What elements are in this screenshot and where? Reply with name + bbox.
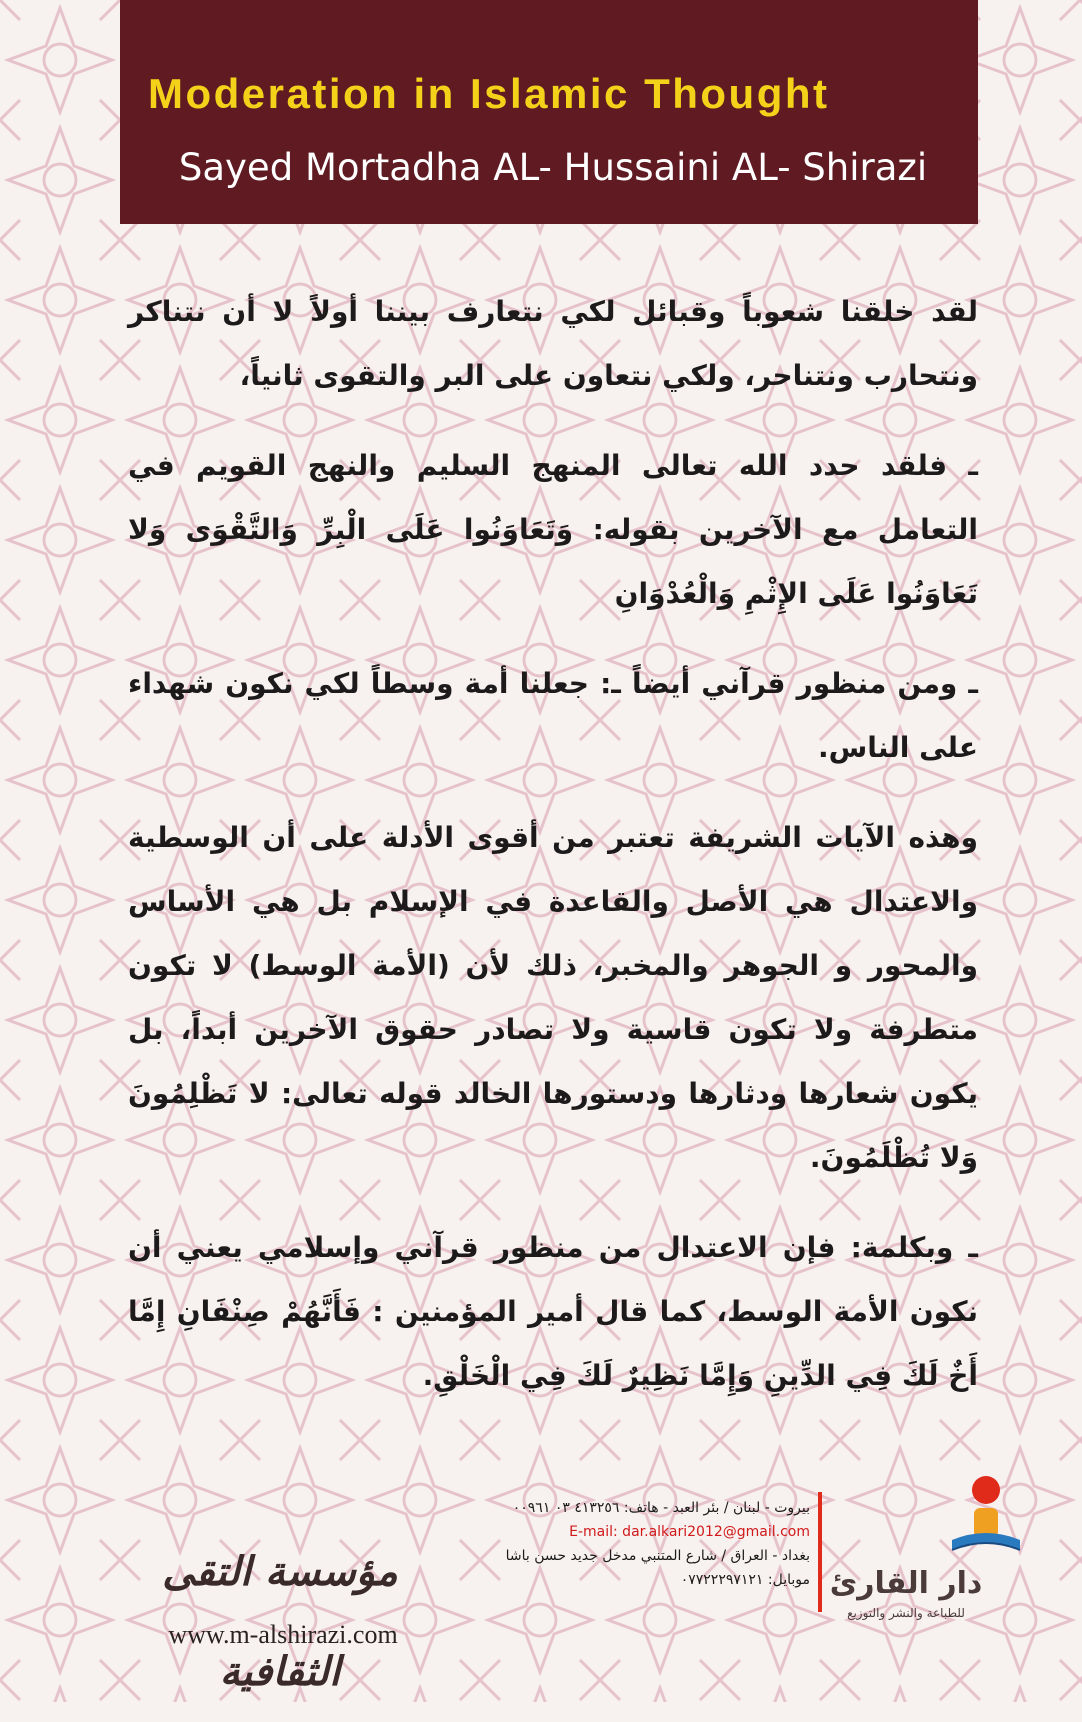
book-title: Moderation in Islamic Thought bbox=[148, 70, 830, 117]
foundation-logo: مؤسسة التقى الثقافية bbox=[162, 1548, 398, 1695]
paragraph: ـ وبكلمة: فإن الاعتدال من منظور قرآني وإسلامي يعني أن نكون الأمة الوسط، كما قال أمير المؤمنين : فَأَنَّهُمْ صِنْفَانِ إِمَّا أَخٌ لَكَ فِي الدِّينِ وَإِمَّا نَظِيرٌ لَكَ فِي الْخَلْقِ. bbox=[128, 1231, 978, 1392]
contact-mobile: موبايل: ٠٧٧٢٢٢٩٧١٢١ bbox=[680, 1572, 810, 1588]
divider bbox=[818, 1492, 822, 1612]
book-author: Sayed Mortadha AL- Hussaini AL- Shirazi bbox=[178, 146, 928, 189]
paragraph: ـ فلقد حدد الله تعالى المنهج السليم والنهج القويم في التعامل مع الآخرين بقوله: وَتَعَاوَنُوا عَلَى الْبِرِّ وَالتَّقْوَى وَلا تَعَاوَنُوا عَلَى الإِثْمِ وَالْعُدْوَانِ bbox=[128, 449, 978, 610]
contact-email: E-mail: dar.alkari2012@gmail.com bbox=[569, 1524, 810, 1540]
foundation-url: www.m-alshirazi.com bbox=[168, 1620, 398, 1649]
paragraph: لقد خلقنا شعوباً وقبائل لكي نتعارف بيننا أولاً لا أن نتناكر ونتحارب ونتناحر، ولكي نتعاون على البر والتقوى ثانياً، bbox=[128, 295, 978, 392]
publisher-contact bbox=[478, 1496, 810, 1592]
publisher-reader-icon bbox=[946, 1474, 1026, 1564]
back-cover-text bbox=[128, 280, 978, 1434]
contact-address-beirut: بيروت - لبنان / بئر العبد - هاتف: ٤١٣٢٥٦ ٠٣ ٠٠٩٦١ bbox=[512, 1500, 810, 1516]
publisher-tagline: للطباعة والنشر والتوزيع bbox=[847, 1606, 965, 1620]
footer bbox=[0, 1440, 1082, 1702]
paragraph: ـ ومن منظور قرآني أيضاً ـ: جعلنا أمة وسطاً لكي نكون شهداء على الناس. bbox=[128, 667, 978, 764]
publisher-name: دار القارئ bbox=[829, 1566, 983, 1601]
paragraph: وهذه الآيات الشريفة تعتبر من أقوى الأدلة على أن الوسطية والاعتدال هي الأصل والقاعدة في الإسلام بل هي الأساس والمحور و الجوهر والمخبر، ذلك لأن (الأمة الوسط) لا تكون متطرفة ولا تكون قاسية ولا تصادر حقوق الآخرين أبداً، بل يكون شعارها ودثارها ودستورها الخالد قوله تعالى: لا تَظْلِمُونَ وَلا تُظْلَمُونَ. bbox=[128, 821, 978, 1174]
title-band bbox=[120, 0, 978, 224]
publisher-logo bbox=[826, 1474, 1026, 1624]
contact-address-baghdad: بغداد - العراق / شارع المتنبي مدخل جديد حسن باشا bbox=[505, 1548, 810, 1564]
